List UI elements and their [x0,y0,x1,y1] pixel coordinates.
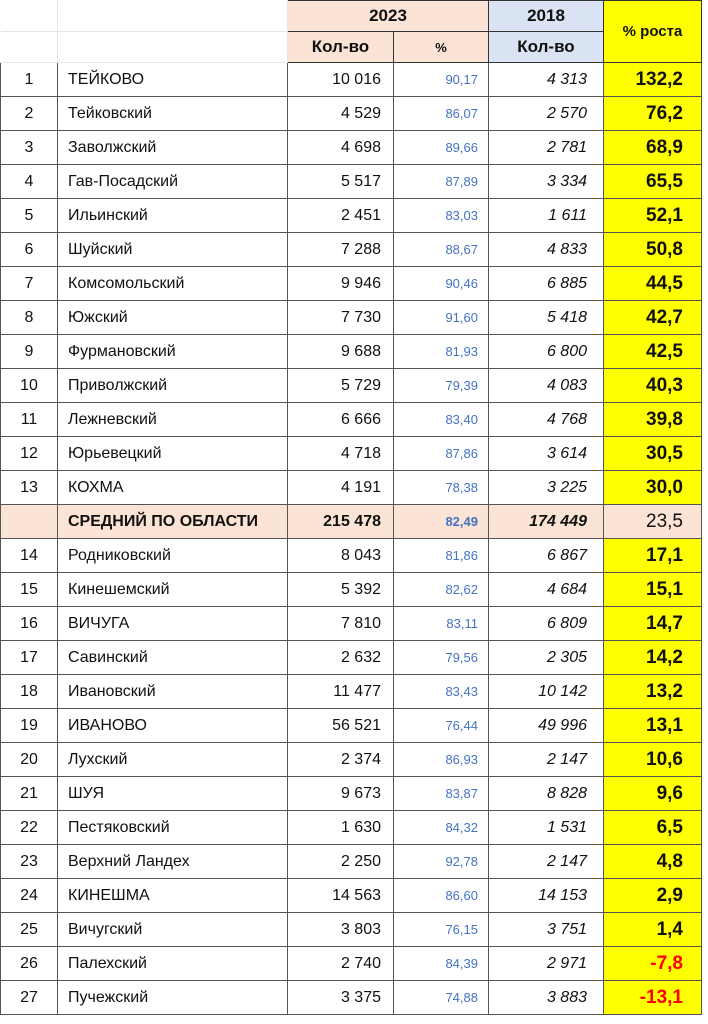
cell-qty-2018: 4 083 [489,369,604,403]
cell-qty-2023: 4 191 [288,471,394,505]
cell-pct-2023: 86,93 [394,743,489,777]
cell-rank: 2 [1,97,58,131]
table-row [1,165,702,199]
cell-qty-2018: 1 531 [489,811,604,845]
cell-pct-2023: 83,11 [394,607,489,641]
cell-pct-2023: 88,67 [394,233,489,267]
cell-qty-2018: 2 781 [489,131,604,165]
cell-district-name: Юрьевецкий [58,437,288,471]
table-row [1,811,702,845]
cell-qty-2018: 3 883 [489,981,604,1015]
cell-growth: 68,9 [604,131,702,165]
cell-qty-2023: 14 563 [288,879,394,913]
cell-district-name: Лухский [58,743,288,777]
cell-pct-2023: 81,86 [394,539,489,573]
cell-district-name: Шуйский [58,233,288,267]
cell-pct-2023: 79,39 [394,369,489,403]
cell-district-name: Южский [58,301,288,335]
cell-qty-2018: 8 828 [489,777,604,811]
cell-pct-2023: 74,88 [394,981,489,1015]
cell-qty-2023: 5 392 [288,573,394,607]
cell-rank: 3 [1,131,58,165]
cell-qty-2023: 10 016 [288,63,394,97]
cell-qty-2018: 3 225 [489,471,604,505]
header-year-2018: 2018 [489,1,604,32]
cell-qty-2023: 7 730 [288,301,394,335]
cell-qty-2018: 2 147 [489,743,604,777]
cell-qty-2023: 9 673 [288,777,394,811]
cell-growth: 132,2 [604,63,702,97]
header-empty-cell [1,32,58,63]
cell-qty-2018: 174 449 [489,505,604,539]
cell-rank: 18 [1,675,58,709]
cell-growth: 40,3 [604,369,702,403]
cell-rank: 20 [1,743,58,777]
cell-qty-2018: 10 142 [489,675,604,709]
cell-district-name: Савинский [58,641,288,675]
cell-qty-2023: 2 451 [288,199,394,233]
cell-qty-2018: 6 809 [489,607,604,641]
cell-pct-2023: 90,17 [394,63,489,97]
cell-qty-2018: 4 833 [489,233,604,267]
table-row [1,607,702,641]
cell-rank: 17 [1,641,58,675]
cell-pct-2023: 78,38 [394,471,489,505]
cell-pct-2023: 84,32 [394,811,489,845]
table-row [1,641,702,675]
cell-district-name: ИВАНОВО [58,709,288,743]
cell-growth: 13,2 [604,675,702,709]
table-row [1,675,702,709]
cell-growth: -13,1 [604,981,702,1015]
cell-district-name: КИНЕШМА [58,879,288,913]
header-row-sub [1,32,702,63]
cell-rank: 14 [1,539,58,573]
cell-qty-2023: 2 740 [288,947,394,981]
cell-district-name: ТЕЙКОВО [58,63,288,97]
cell-rank: 25 [1,913,58,947]
cell-rank: 7 [1,267,58,301]
cell-growth: 76,2 [604,97,702,131]
cell-district-name: Родниковский [58,539,288,573]
cell-pct-2023: 83,43 [394,675,489,709]
header-growth: % роста [604,1,702,63]
cell-qty-2023: 4 698 [288,131,394,165]
cell-pct-2023: 79,56 [394,641,489,675]
cell-growth: 13,1 [604,709,702,743]
cell-rank: 4 [1,165,58,199]
cell-pct-2023: 84,39 [394,947,489,981]
cell-qty-2023: 7 288 [288,233,394,267]
table-row [1,981,702,1015]
cell-pct-2023: 91,60 [394,301,489,335]
table-row [1,845,702,879]
cell-qty-2018: 3 614 [489,437,604,471]
cell-rank: 1 [1,63,58,97]
cell-district-name: Верхний Ландех [58,845,288,879]
cell-qty-2018: 2 570 [489,97,604,131]
table-row [1,369,702,403]
cell-growth: 65,5 [604,165,702,199]
cell-rank: 19 [1,709,58,743]
cell-growth: 14,2 [604,641,702,675]
table-row [1,335,702,369]
cell-pct-2023: 82,49 [394,505,489,539]
cell-growth: 44,5 [604,267,702,301]
cell-district-name: Палехский [58,947,288,981]
cell-qty-2023: 2 632 [288,641,394,675]
header-qty-2018: Кол-во [489,32,604,63]
cell-growth: 10,6 [604,743,702,777]
cell-qty-2018: 2 305 [489,641,604,675]
cell-growth: 30,5 [604,437,702,471]
cell-pct-2023: 76,15 [394,913,489,947]
cell-qty-2018: 5 418 [489,301,604,335]
cell-qty-2023: 56 521 [288,709,394,743]
table-row [1,913,702,947]
cell-pct-2023: 76,44 [394,709,489,743]
cell-rank: 8 [1,301,58,335]
cell-district-name: Ивановский [58,675,288,709]
cell-rank: 27 [1,981,58,1015]
cell-district-name: КОХМА [58,471,288,505]
cell-district-name: Фурмановский [58,335,288,369]
table-row [1,539,702,573]
cell-growth: 50,8 [604,233,702,267]
cell-growth: 42,7 [604,301,702,335]
cell-pct-2023: 92,78 [394,845,489,879]
average-row [1,505,702,539]
cell-growth: 42,5 [604,335,702,369]
cell-qty-2023: 6 666 [288,403,394,437]
cell-rank: 26 [1,947,58,981]
table-row [1,743,702,777]
cell-rank: 22 [1,811,58,845]
cell-qty-2018: 2 971 [489,947,604,981]
table-row [1,97,702,131]
cell-qty-2023: 3 375 [288,981,394,1015]
cell-district-name: Кинешемский [58,573,288,607]
cell-district-name: Приволжский [58,369,288,403]
cell-growth: 39,8 [604,403,702,437]
cell-district-name: СРЕДНИЙ ПО ОБЛАСТИ [58,505,288,539]
cell-qty-2018: 1 611 [489,199,604,233]
header-empty-cell [58,1,288,32]
cell-pct-2023: 87,86 [394,437,489,471]
cell-district-name: Гав-Посадский [58,165,288,199]
cell-growth: 1,4 [604,913,702,947]
header-row-years [1,1,702,32]
table-row [1,131,702,165]
table-row [1,471,702,505]
table-row [1,233,702,267]
cell-pct-2023: 89,66 [394,131,489,165]
cell-qty-2018: 6 885 [489,267,604,301]
cell-pct-2023: 83,87 [394,777,489,811]
cell-growth: 52,1 [604,199,702,233]
cell-qty-2018: 3 751 [489,913,604,947]
cell-qty-2023: 7 810 [288,607,394,641]
cell-district-name: ШУЯ [58,777,288,811]
cell-qty-2023: 5 729 [288,369,394,403]
cell-qty-2018: 4 684 [489,573,604,607]
cell-pct-2023: 86,07 [394,97,489,131]
cell-rank: 13 [1,471,58,505]
cell-growth: 30,0 [604,471,702,505]
cell-qty-2018: 6 867 [489,539,604,573]
cell-pct-2023: 90,46 [394,267,489,301]
cell-qty-2018: 14 153 [489,879,604,913]
cell-qty-2018: 4 768 [489,403,604,437]
cell-rank: 24 [1,879,58,913]
cell-qty-2018: 3 334 [489,165,604,199]
cell-qty-2018: 4 313 [489,63,604,97]
cell-growth: 2,9 [604,879,702,913]
cell-district-name: Пестяковский [58,811,288,845]
cell-pct-2023: 82,62 [394,573,489,607]
table-row [1,879,702,913]
cell-qty-2023: 11 477 [288,675,394,709]
cell-qty-2023: 215 478 [288,505,394,539]
cell-district-name: Пучежский [58,981,288,1015]
cell-qty-2023: 2 250 [288,845,394,879]
cell-qty-2023: 2 374 [288,743,394,777]
cell-district-name: Лежневский [58,403,288,437]
cell-qty-2023: 5 517 [288,165,394,199]
cell-qty-2018: 6 800 [489,335,604,369]
cell-pct-2023: 81,93 [394,335,489,369]
cell-rank: 10 [1,369,58,403]
cell-rank: 16 [1,607,58,641]
cell-district-name: ВИЧУГА [58,607,288,641]
cell-rank: 9 [1,335,58,369]
cell-qty-2023: 9 688 [288,335,394,369]
cell-growth: 15,1 [604,573,702,607]
cell-pct-2023: 87,89 [394,165,489,199]
cell-qty-2018: 2 147 [489,845,604,879]
cell-rank: 11 [1,403,58,437]
header-qty-2023: Кол-во [288,32,394,63]
cell-district-name: Тейковский [58,97,288,131]
header-empty-cell [58,32,288,63]
table-row [1,437,702,471]
cell-rank: 12 [1,437,58,471]
cell-qty-2023: 1 630 [288,811,394,845]
cell-growth: 17,1 [604,539,702,573]
cell-qty-2023: 8 043 [288,539,394,573]
cell-growth: 23,5 [604,505,702,539]
table-row [1,709,702,743]
table-row [1,301,702,335]
table-row [1,199,702,233]
cell-qty-2023: 9 946 [288,267,394,301]
table-row [1,403,702,437]
cell-district-name: Комсомольский [58,267,288,301]
cell-rank: 5 [1,199,58,233]
cell-qty-2018: 49 996 [489,709,604,743]
cell-qty-2023: 3 803 [288,913,394,947]
cell-rank: 15 [1,573,58,607]
header-year-2023: 2023 [288,1,489,32]
header-empty-cell [1,1,58,32]
cell-growth: 6,5 [604,811,702,845]
cell-qty-2023: 4 529 [288,97,394,131]
table-row [1,777,702,811]
cell-growth: 4,8 [604,845,702,879]
cell-rank: 21 [1,777,58,811]
cell-rank [1,505,58,539]
cell-growth: -7,8 [604,947,702,981]
cell-qty-2023: 4 718 [288,437,394,471]
header-pct-2023: % [394,32,489,63]
cell-pct-2023: 83,40 [394,403,489,437]
cell-district-name: Ильинский [58,199,288,233]
cell-district-name: Вичугский [58,913,288,947]
cell-district-name: Заволжский [58,131,288,165]
cell-rank: 6 [1,233,58,267]
table-row [1,267,702,301]
table-row [1,947,702,981]
table-row [1,63,702,97]
cell-growth: 14,7 [604,607,702,641]
cell-rank: 23 [1,845,58,879]
table-row [1,573,702,607]
cell-growth: 9,6 [604,777,702,811]
cell-pct-2023: 83,03 [394,199,489,233]
cell-pct-2023: 86,60 [394,879,489,913]
